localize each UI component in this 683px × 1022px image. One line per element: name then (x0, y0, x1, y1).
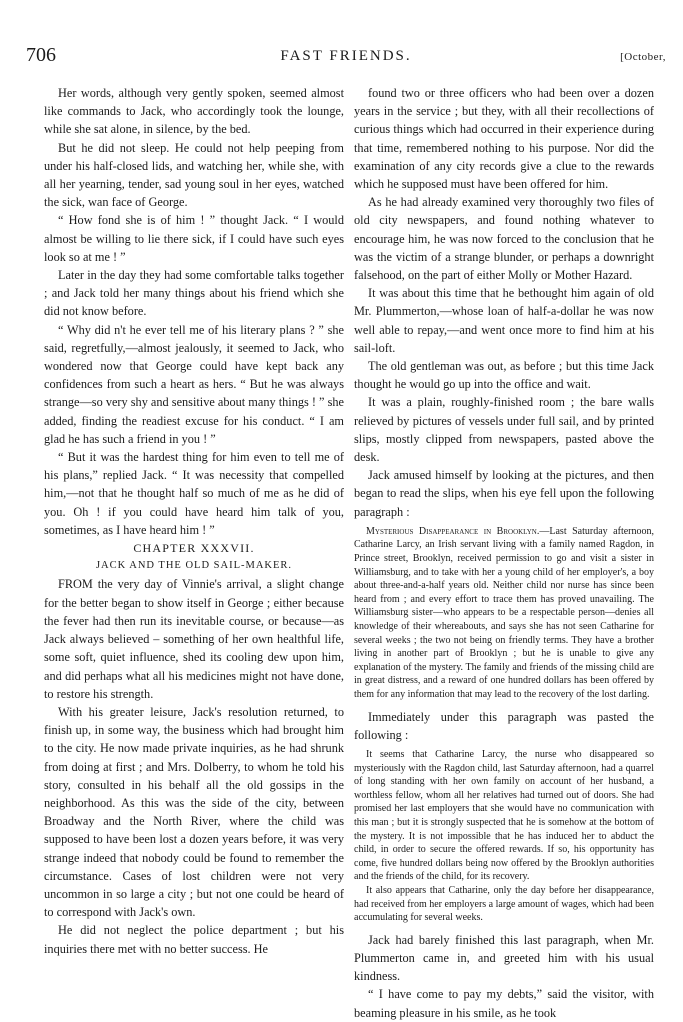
clipping-paragraph: It seems that Catharine Larcy, the nurse who disappeared so mysteriously with the Ragdon child, last Saturday afternoon, had a quarrel of long standing with her own family on account of her husband, a worthless fellow, whom all her relatives had turned out of doors. She had promised her last employers that she would have no communication with this man ; but it is strongly suspected that he is somehow at the bottom of the mystery. It is not impossible that he has induced her to abduct the child, in order to secure the offered rewards. If so, his opportunity has come, five hundred dollars being now offered by the Brooklyn authorities and the friends of the child, for its recovery. (354, 749, 654, 883)
chapter-subtitle: JACK AND THE OLD SAIL-MAKER. (95, 560, 293, 572)
clipping-paragraph (354, 525, 654, 702)
paragraph: found two or three officers who had been over a dozen years in the service ; but they, with all their recollections of curious things which had occurred in their experience during that time, remembered nothing to his purpose. Nor did the examination of any city records give a clue to the rewards which he supposed must have been offered for him. (354, 86, 654, 192)
clipping-text: —Last Saturday afternoon, Catharine Larcy, an Irish servant living with a family named Ragdon, in Prince street, Brooklyn, received permission to go and visit a sister in Williamsburg, and to take with her a young child of her employer's, a boy about three-and-a-half years old. Neither child nor nurse has since been heard from ; and every effort to trace them has proved unavailing. The Williamsburg sister—who appears to be a respectable person—denies all knowledge of their whereabouts, and says she has not seen Catharine for several weeks ; the two not being on friendly terms. They have a brother living in another part of Brooklyn ; but he is unable to give any explanation of the mystery. The family and friends of the missing child are in great distress, and a reward of one hundred dollars has been offered by them for any information that may lead to the recovery of the lost darling. (354, 525, 654, 700)
paragraph: The old gentleman was out, as before ; but this time Jack thought he would go up into the office and wait. (354, 359, 654, 392)
paragraph: Jack amused himself by looking at the pictures, and then began to read the slips, when his eye fell upon the following paragraph : (354, 468, 654, 519)
paragraph: Her words, although very gently spoken, seemed almost like commands to Jack, who accordingly took the lounge, while she sat alone, in silence, by the bed. (44, 86, 344, 137)
paragraph: FROM the very day of Vinnie's arrival, a slight change for the better began to show itself in George ; either because the fever had then run its inevitable course, or because—as Jack always believed – something of her own healthful life, some soft, quiet influence, shed its cooling dew upon him, and did perhaps what all his medicines might not have done, to restore his strength. (44, 577, 344, 701)
paragraph: Jack had barely finished this last paragraph, when Mr. Plummerton came in, and greeted him with his usual kindness. (354, 932, 654, 984)
paragraph: “ But it was the hardest thing for him even to tell me of his plans,” replied Jack. “ It was necessity that compelled him,—not that he thought half so much of me as he did of you. Oh ! if you could have heard him talk of you, sometimes, as I have heard him ! ” (44, 450, 344, 537)
paragraph: Immediately under this paragraph was pasted the following : (354, 709, 654, 742)
left-column (44, 84, 344, 958)
running-title: FAST FRIENDS. (280, 48, 412, 64)
paragraph: But he did not sleep. He could not help peeping from under his half-closed lids, and watching her, while she, with all her yearning, tender, sad young soul in her eyes, watched the sick, wan face of George. (44, 140, 344, 210)
paragraph: He did not neglect the police department ; but his inquiries there met with no better success. He (44, 923, 344, 956)
newspaper-clipping (354, 748, 654, 925)
paragraph: “ How fond she is of him ! ” thought Jack. “ I would almost be willing to lie there sick, if I could have such eyes look so at me ! ” (44, 213, 344, 264)
paragraph: “ I have come to pay my debts,” said the visitor, with beaming pleasure in his smile, as he took (354, 987, 654, 1020)
right-column (354, 84, 654, 1022)
page-number: 706 (26, 44, 56, 66)
paragraph: Later in the day they had some comfortable talks together ; and Jack told her many things about his friend which she did not know before. (44, 268, 344, 319)
paragraph: With his greater leisure, Jack's resolution returned, to finish up, in some way, the business which had brought him to the city. He now made private inquiries, as he had shrunk from doing at first ; and Mrs. Dolberry, to whom he told his story, consulted in his behalf all the old gossips in the neighborhood. As this was the side of the city, between Broadway and the North River, where the child was supposed to have been lost a dozen years before, it was very strange indeed that nobody could be found to remember the circumstance. Cases of lost children were not very uncommon in so large a city ; but not one could be heard of to correspond with Jack's own. (44, 704, 344, 920)
newspaper-clipping (354, 525, 654, 702)
paragraph: As he had already examined very thoroughly two files of old city newspapers, and found nothing whatever to encourage him, he was now forced to the conclusion that he was the victim of a strange blunder, or perhaps a downright falsehood, on the part of either Molly or Mother Hazard. (354, 195, 654, 283)
clipping-headline: Mysterious Disappearance in Brooklyn. (366, 525, 540, 537)
paragraph: “ Why did n't he ever tell me of his literary plans ? ” she said, regretfully,—almost jealously, it seemed to Jack, who wondered now that George could have kept back any confidences from such a heart as hers. “ But he was always strange—so very shy and sensitive about many things ! ” she added, finding the readiest excuse for his conduct. “ I am glad he has such a friend in you ! ” (44, 322, 344, 446)
clipping-paragraph: It also appears that Catharine, only the day before her disappearance, had received from her employers a large amount of wages, which had been accumulating for several weeks. (354, 884, 654, 924)
chapter-heading: CHAPTER XXXVII. (133, 541, 255, 556)
paragraph: It was a plain, roughly-finished room ; the bare walls relieved by pictures of vessels under full sail, and by printed slips, mostly clipped from newspapers, pasted above the desk. (354, 395, 654, 465)
paragraph: It was about this time that he bethought him again of old Mr. Plummerton,—whose loan of half-a-dollar he was now well able to repay,—and went once more to find him at his sail-loft. (354, 286, 654, 355)
issue-month: [October, (620, 51, 666, 63)
page-header (26, 40, 666, 70)
